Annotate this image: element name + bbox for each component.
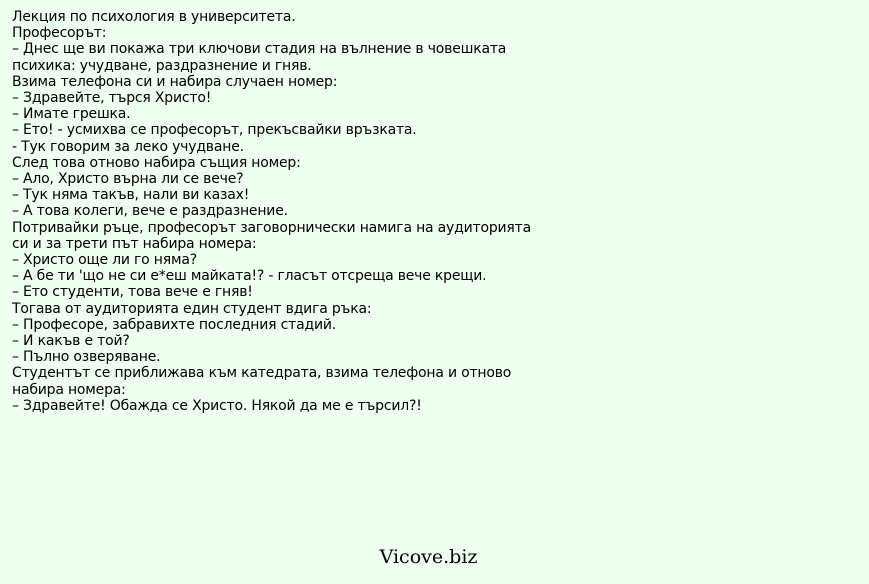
joke-line: Студентът се приближава към катедрата, взима телефона и отново xyxy=(12,365,512,382)
joke-text xyxy=(12,9,862,414)
joke-line: набира номера: xyxy=(12,381,126,398)
joke-line: – Тук няма такъв, нали ви казах! xyxy=(12,187,250,204)
site-watermark xyxy=(0,546,869,568)
site-name: Vicove.biz xyxy=(379,546,478,568)
joke-line: След това отново набира същия номер: xyxy=(12,154,301,171)
joke-line: Потривайки ръце, професорът заговорнически намига на аудиторията xyxy=(12,219,531,236)
joke-line: – А това колеги, вече е раздразнение. xyxy=(12,203,288,220)
joke-line: – И какъв е той? xyxy=(12,333,130,350)
joke-line: – Здравейте, търся Христо! xyxy=(12,90,212,107)
joke-line: Лекция по психология в университета. xyxy=(12,9,296,25)
joke-line: – Ало, Христо върна ли се вече? xyxy=(12,171,244,188)
joke-line: Тогава от аудиторията един студент вдига ръка: xyxy=(12,300,372,317)
joke-line: – Ето студенти, това вече е гняв! xyxy=(12,284,253,301)
joke-line: Взима телефона си и набира случаен номер: xyxy=(12,73,338,90)
joke-line: - Тук говорим за леко учудване. xyxy=(12,138,244,155)
joke-line: Професорът: xyxy=(12,25,107,42)
joke-line: – Днес ще ви покажа три ключови стадия на вълнение в човешката xyxy=(12,41,507,58)
joke-line: – Здравейте! Обажда се Христо. Някой да ме е търсил?! xyxy=(12,397,422,414)
joke-line: – А бе ти 'що не си е*еш майката!? - гласът отсреща вече крещи. xyxy=(12,268,487,285)
joke-line: – Имате грешка. xyxy=(12,106,131,123)
joke-line: психика: учудване, раздразнение и гняв. xyxy=(12,57,312,74)
joke-line: си и за трети път набира номера: xyxy=(12,235,257,252)
joke-line: – Ето! - усмихва се професорът, прекъсвайки връзката. xyxy=(12,122,417,139)
joke-line: – Пълно озверяване. xyxy=(12,349,161,366)
joke-line: – Професоре, забравихте последния стадий. xyxy=(12,316,336,333)
joke-line: – Христо още ли го няма? xyxy=(12,252,197,269)
